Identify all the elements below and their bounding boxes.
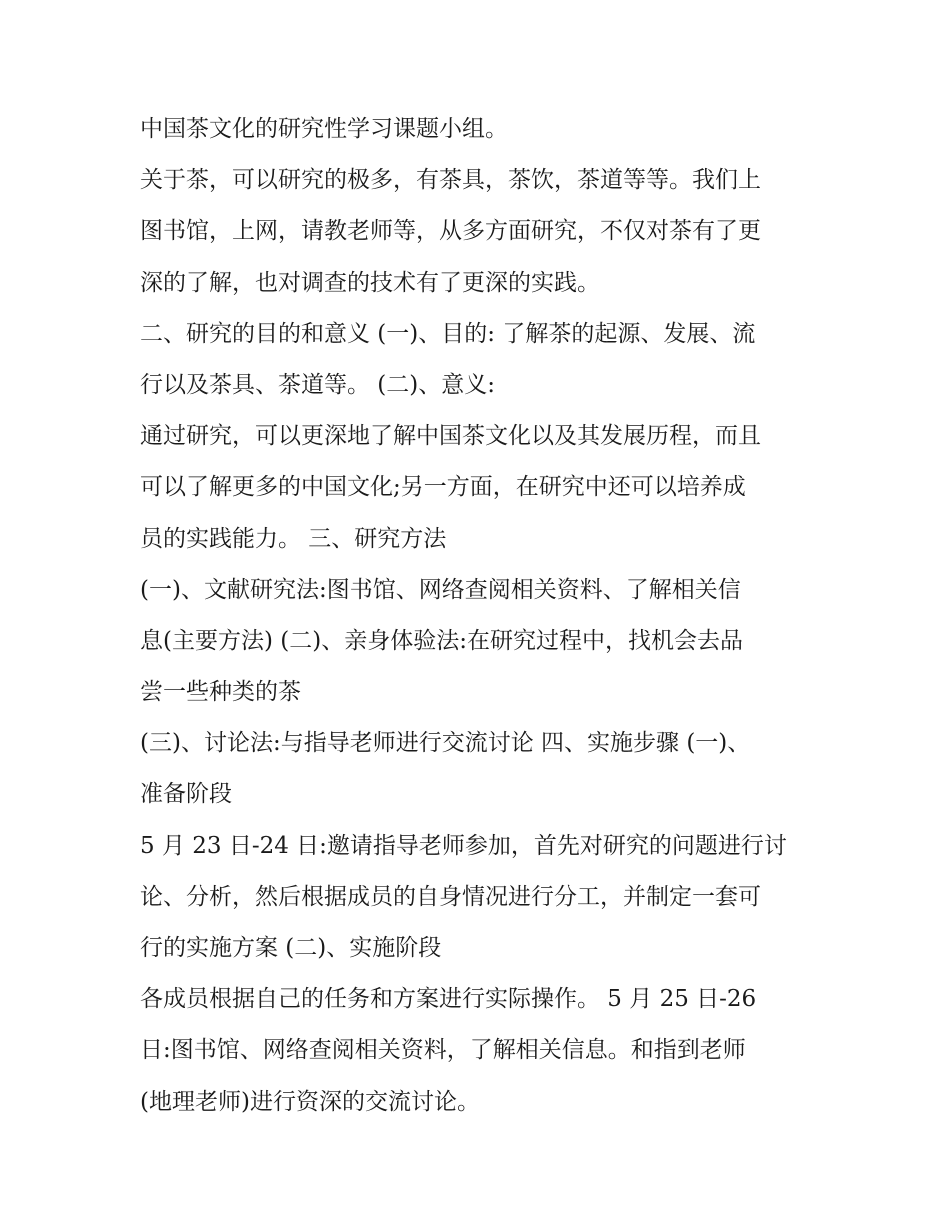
text-line: (地理老师)进行资深的交流讨论。 bbox=[140, 1088, 480, 1115]
document-body bbox=[140, 104, 840, 1128]
text-line: 关于茶，可以研究的极多，有茶具，茶饮，茶道等等。我们上 bbox=[140, 167, 761, 194]
text-line: 5 月 23 日-24 日:邀请指导老师参加，首先对研究的问题进行讨 bbox=[140, 832, 787, 859]
text-line: 中国茶文化的研究性学习课题小组。 bbox=[140, 116, 508, 142]
text-line: 通过研究，可以更深地了解中国茶文化以及其发展历程，而且 bbox=[140, 423, 761, 450]
text-line: 行的实施方案 (二)、实施阶段 bbox=[140, 935, 442, 961]
text-line: 息(主要方法) (二)、亲身体验法:在研究过程中，找机会去品 bbox=[140, 627, 743, 654]
text-line: 各成员根据自己的任务和方案进行实际操作。 5 月 25 日-26 bbox=[140, 986, 757, 1013]
text-line: 员的实践能力。 三、研究方法 bbox=[140, 525, 447, 552]
text-line: 尝一些种类的茶 bbox=[140, 679, 301, 706]
text-line: 深的了解，也对调查的技术有了更深的实践。 bbox=[140, 269, 600, 296]
text-line: 可以了解更多的中国文化;另一方面，在研究中还可以培养成 bbox=[140, 474, 746, 501]
text-line: (三)、讨论法:与指导老师进行交流讨论 四、实施步骤 (一)、 bbox=[140, 730, 751, 757]
text-line: 论、分析，然后根据成员的自身情况进行分工，并制定一套可 bbox=[140, 883, 761, 910]
text-line: 准备阶段 bbox=[140, 781, 232, 808]
text-line: 日:图书馆、网络查阅相关资料，了解相关信息。和指到老师 bbox=[140, 1037, 746, 1064]
text-line: 行以及茶具、茶道等。 (二)、意义: bbox=[140, 371, 496, 398]
text-line: (一)、文献研究法:图书馆、网络查阅相关资料、了解相关信 bbox=[140, 576, 741, 603]
text-line: 图书馆，上网，请教老师等，从多方面研究，不仅对茶有了更 bbox=[140, 218, 761, 245]
text-line: 二、研究的目的和意义 (一)、目的: 了解茶的起源、发展、流 bbox=[140, 320, 756, 347]
